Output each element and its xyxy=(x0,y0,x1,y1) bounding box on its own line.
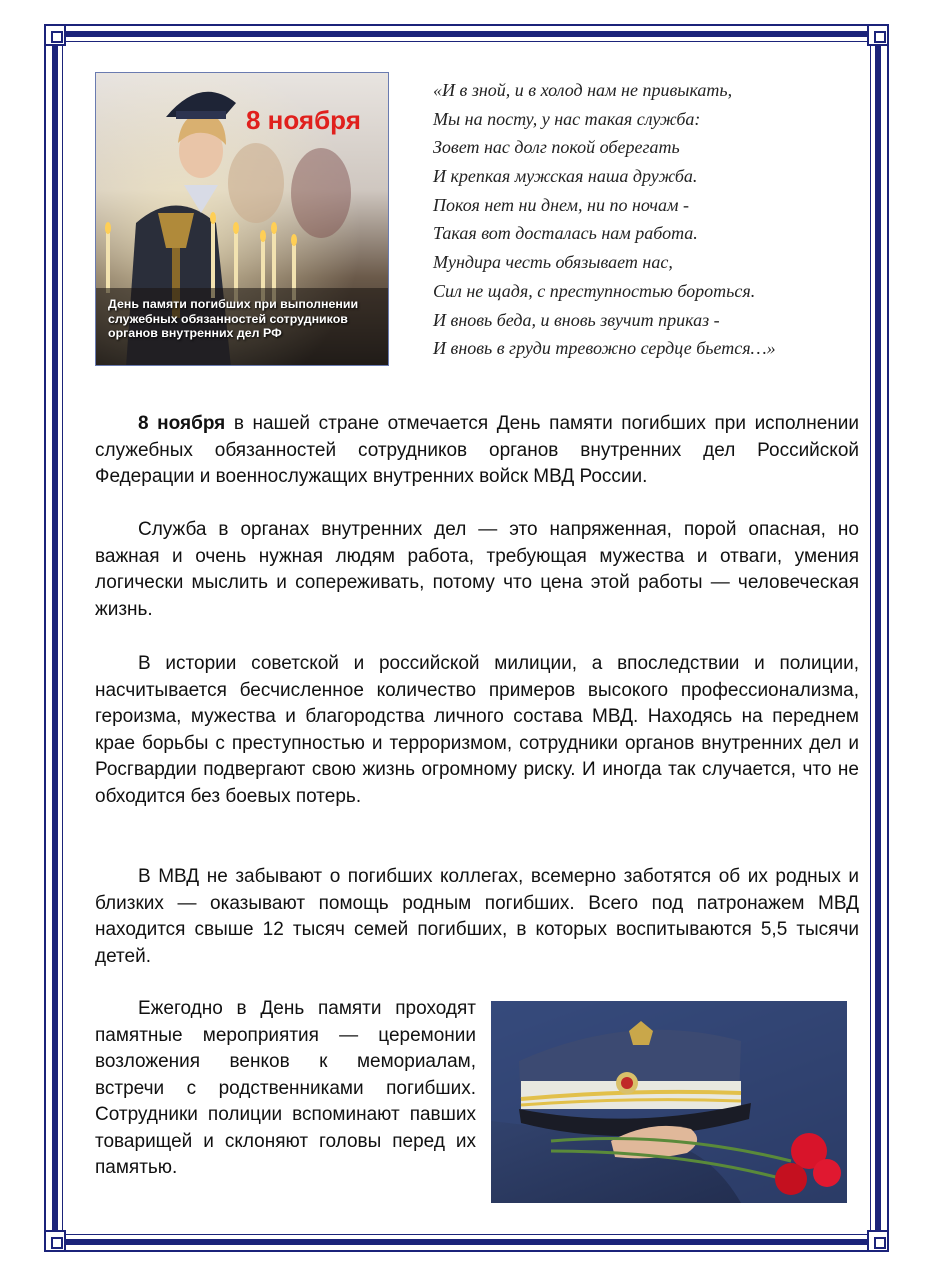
memorial-poster-image xyxy=(95,72,389,366)
paragraph-history xyxy=(95,651,859,810)
poem-line: И вновь беда, и вновь звучит приказ - xyxy=(433,309,720,330)
poster-date-title: 8 ноября xyxy=(246,105,361,135)
paragraph-service xyxy=(95,517,859,623)
poem-line: Мундира честь обязывает нас, xyxy=(433,252,673,273)
paragraph-intro xyxy=(95,411,859,491)
paragraph-text: Служба в органах внутренних дел — это напряженная, порой опасная, но важная и очень нужная людям работа, требующая мужества и отваги, умения логически мыслить и сопереживать, потому что цена этой работы — человеческая жизнь. xyxy=(95,519,859,620)
poem-line: Мы на посту, у нас такая служба: xyxy=(433,108,701,129)
poem-line: Такая вот досталась нам работа. xyxy=(433,223,698,244)
poem-line: И вновь в груди тревожно сердце бьется…» xyxy=(433,338,776,359)
poem-line: Сил не щадя, с преступностью бороться. xyxy=(433,280,756,301)
border-corner-ornament xyxy=(867,24,889,46)
police-cap-carnations-photo xyxy=(491,1001,847,1203)
border-corner-ornament xyxy=(44,1230,66,1252)
border-corner-ornament xyxy=(867,1230,889,1252)
paragraph-families xyxy=(95,864,859,970)
poster-caption: День памяти погибших при выполнении служебных обязанностей сотрудников органов внутренних дел РФ xyxy=(108,297,359,340)
poem-line: Покоя нет ни днем, ни по ночам - xyxy=(433,194,689,215)
poem-line: И крепкая мужская наша дружба. xyxy=(433,166,698,187)
paragraph-ceremonies xyxy=(95,996,476,1182)
border-corner-ornament xyxy=(44,24,66,46)
paragraph-text: Ежегодно в День памяти проходят памятные мероприятия — церемонии возложения венков к мемориалам, встречи с родственниками погибших. Сотрудники полиции вспоминают павших товарищей и склоняют головы перед их памятью. xyxy=(95,998,476,1178)
intro-text: в нашей стране отмечается День памяти погибших при исполнении служебных обязанностей сотрудников органов внутренних дел Российской Федерации и военнослужащих внутренних войск МВД России. xyxy=(95,413,859,487)
photo-illustration xyxy=(491,1001,847,1203)
paragraph-text: В истории советской и российской милиции, а впоследствии и полиции, насчитывается бесчисленное количество примеров высокого профессионализма, героизма, мужества и благородства личного состава МВД. Находясь на переднем крае борьбы с преступностью и терроризмом, сотрудники органов внутренних дел и Росгвардии подвергают свою жизнь огромному риску. И иногда так случается, что не обходится без боевых потерь. xyxy=(95,653,859,807)
poem-line: Зовет нас долг покой оберегать xyxy=(433,137,680,158)
poem-line: «И в зной, и в холод нам не привыкать, xyxy=(433,80,733,100)
intro-date-bold: 8 ноября xyxy=(138,413,226,434)
poem xyxy=(433,76,853,363)
paragraph-text: В МВД не забывают о погибших коллегах, всемерно заботятся об их родных и близких — оказывают помощь родным погибших. Всего под патронажем МВД находится свыше 12 тысяч семей погибших, в которых воспитываются 5,5 тысячи детей. xyxy=(95,866,859,967)
